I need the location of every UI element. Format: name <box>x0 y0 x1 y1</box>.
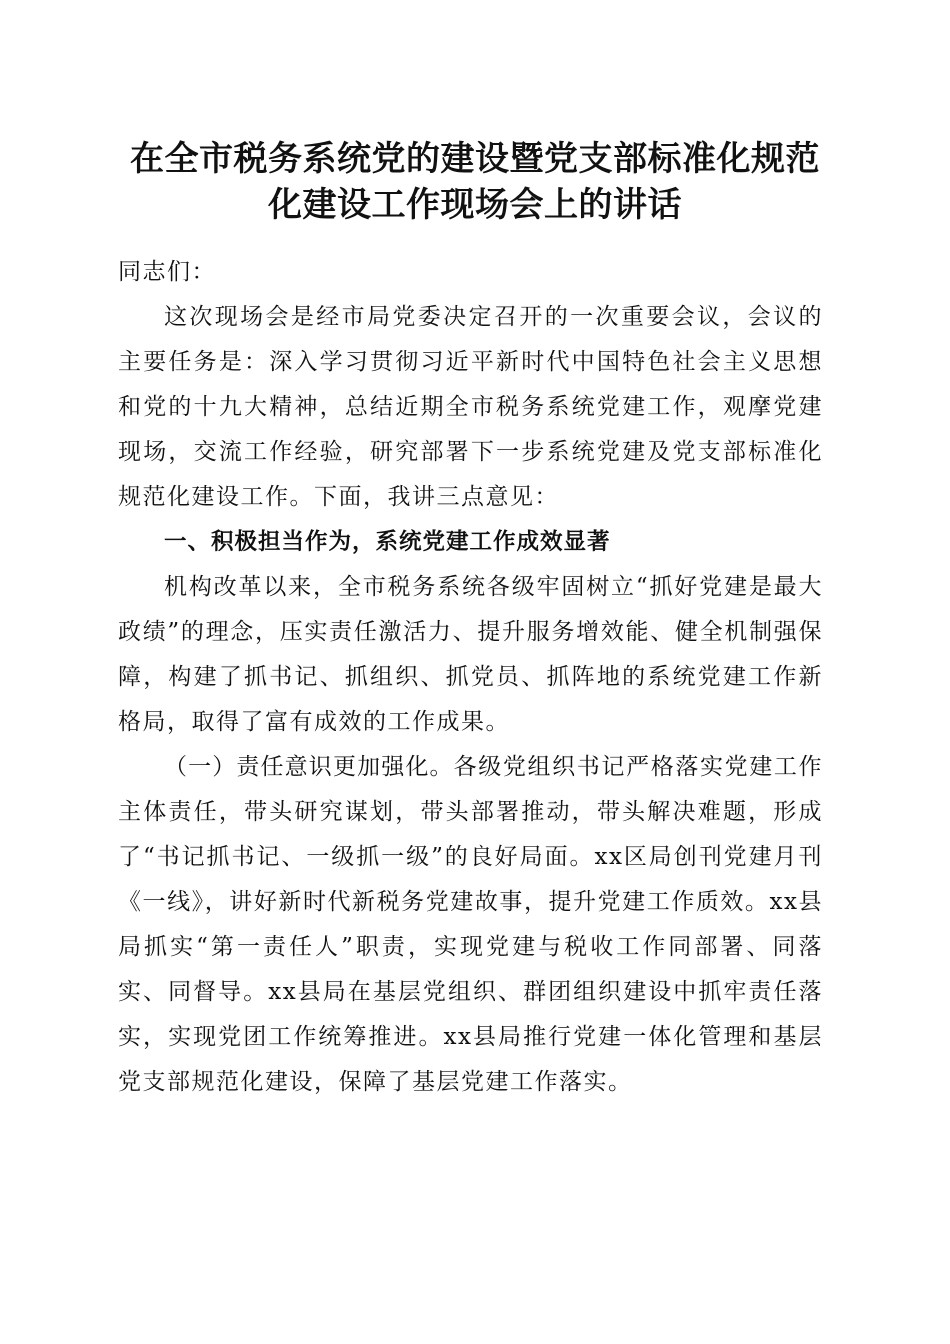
document-title <box>110 136 840 228</box>
title-line-2: 化建设工作现场会上的讲话 <box>268 185 682 225</box>
section-1-heading: 一、积极担当作为，系统党建工作成效显著 <box>164 529 611 555</box>
title-line-1: 在全市税务系统党的建设暨党支部标准化规范 <box>130 139 820 179</box>
intro-paragraph: 这次现场会是经市局党委决定召开的一次重要会议，会议的主要任务是：深入学习贯彻习近平新时代中国特色社会主义思想和党的十九大精神，总结近期全市税务系统党建工作，观摩党建现场，交流工作经验，研究部署下一步系统党建及党支部标准化规范化建设工作。下面，我讲三点意见： <box>118 304 823 510</box>
section-1-intro-paragraph: 机构改革以来，全市税务系统各级牢固树立“抓好党建是最大政绩”的理念，压实责任激活力、提升服务增效能、健全机制强保障，构建了抓书记、抓组织、抓党员、抓阵地的系统党建工作新格局，取得了富有成效的工作成果。 <box>118 574 823 735</box>
subsection-1-text: 各级党组织书记严格落实党建工作主体责任，带头研究谋划，带头部署推动，带头解决难题，形成了“书记抓书记、一级抓一级”的良好局面。xx区局创刊党建月刊《一线》，讲好新时代新税务党建故事，提升党建工作质效。xx县局抓实“第一责任人”职责，实现党建与税收工作同部署、同落实、同督导。xx县局在基层党组织、群团组织建设中抓牢责任落实，实现党团工作统筹推进。xx县局推行党建一体化管理和基层党支部规范化建设，保障了基层党建工作落实。 <box>118 754 824 1095</box>
document-body <box>118 250 823 1105</box>
subsection-1-paragraph <box>118 745 823 1105</box>
subsection-1-lead: （一）责任意识更加强化。 <box>164 754 454 780</box>
salutation: 同志们： <box>118 259 216 285</box>
